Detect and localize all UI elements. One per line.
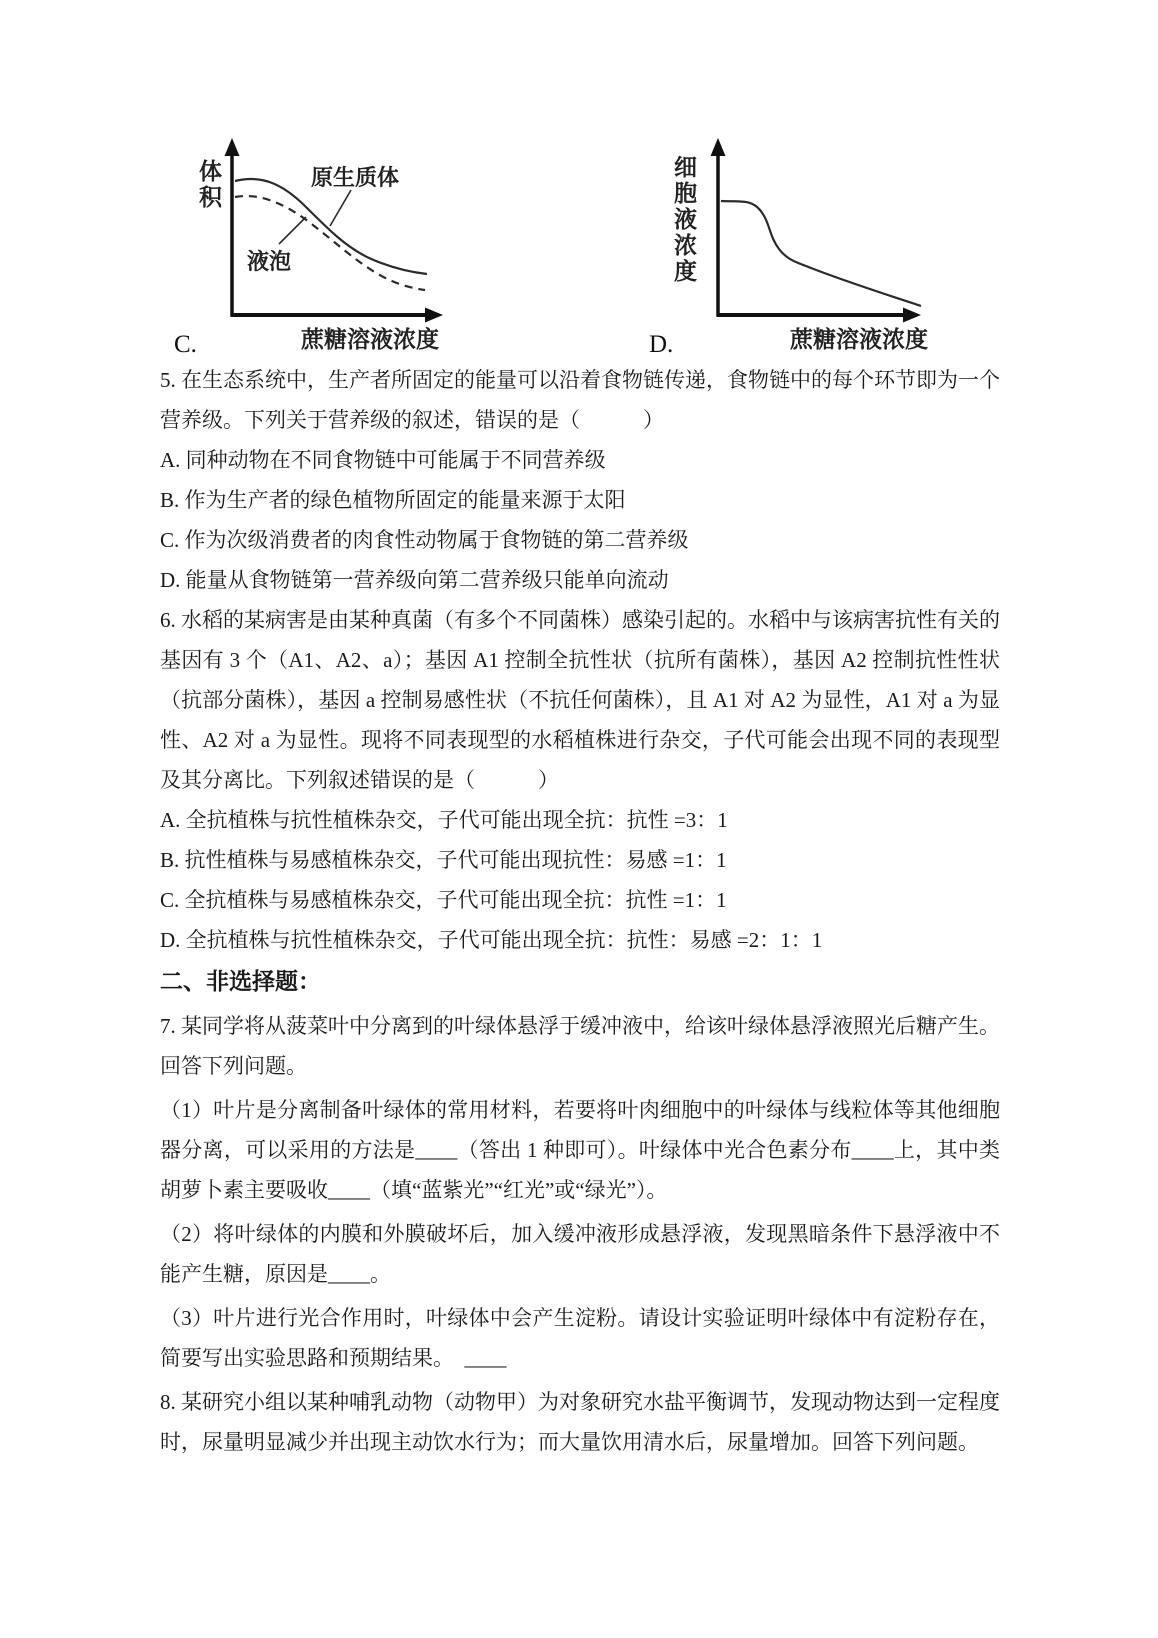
vacuole-callout-line xyxy=(279,217,306,244)
protoplast-curve-label: 原生质体 xyxy=(311,165,400,190)
figure-d-y-axis-label: 细胞液浓度 xyxy=(671,155,696,285)
q5-option-a: A. 同种动物在不同食物链中可能属于不同营养级 xyxy=(160,448,606,472)
question-body xyxy=(160,360,1000,1462)
figure-c-y-axis-label: 体积 xyxy=(196,159,221,211)
figure-d-x-axis-label: 蔗糖溶液浓度 xyxy=(790,327,928,352)
vacuole-curve-label: 液泡 xyxy=(247,249,292,274)
q6-option-b: B. 抗性植株与易感植株杂交，子代可能出现抗性：易感 =1：1 xyxy=(160,848,727,872)
cell-sap-curve xyxy=(721,201,921,306)
q7-stem: 7. 某同学将从菠菜叶中分离到的叶绿体悬浮于缓冲液中，给该叶绿体悬浮液照光后糖产生。回答下列问题。 xyxy=(160,1014,1000,1078)
figure-option-d xyxy=(640,135,940,367)
q6-stem: 6. 水稻的某病害是由某种真菌（有多个不同菌株）感染引起的。水稻中与该病害抗性有关的基因有 3 个（A1、A2、a）；基因 A1 控制全抗性状（抗所有菌株），基因 A2 控制抗性性状（抗部分菌株），基因 a 控制易感性状（不抗任何菌株），且 A1 对 A2 为显性，A1 对 a 为显性、A2 对 a 为显性。现将不同表现型的水稻植株进行杂交，子代可能会出现不同的表现型及其分离比。下列叙述错误的是（ ） xyxy=(160,608,1000,792)
q7-part-3: （3）叶片进行光合作用时，叶绿体中会产生淀粉。请设计实验证明叶绿体中有淀粉存在，简要写出实验思路和预期结果。 ____ xyxy=(160,1306,1000,1370)
d-y-axis-arrow-icon xyxy=(711,138,726,156)
figure-c-x-axis-label: 蔗糖溶液浓度 xyxy=(301,327,439,352)
q7-part-1: （1）叶片是分离制备叶绿体的常用材料，若要将叶肉细胞中的叶绿体与线粒体等其他细胞器分离，可以采用的方法是____（答出 1 种即可）。叶绿体中光合色素分布____上，其中类胡萝卜素主要吸收____（填“蓝紫光”“红光”或“绿光”）。 xyxy=(160,1098,1000,1202)
figure-d-letter: D. xyxy=(649,331,674,358)
protoplast-callout-line xyxy=(330,190,351,226)
q6-option-d: D. 全抗植株与抗性植株杂交，子代可能出现全抗：抗性：易感 =2：1：1 xyxy=(160,928,823,952)
q5-option-d: D. 能量从食物链第一营养级向第二营养级只能单向流动 xyxy=(160,568,669,592)
q8-stem: 8. 某研究小组以某种哺乳动物（动物甲）为对象研究水盐平衡调节，发现动物达到一定程度时，尿量明显减少并出现主动饮水行为；而大量饮用清水后，尿量增加。回答下列问题。 xyxy=(160,1390,1000,1454)
q6-option-a: A. 全抗植株与抗性植株杂交，子代可能出现全抗：抗性 =3：1 xyxy=(160,808,728,832)
q5-stem: 5. 在生态系统中，生产者所固定的能量可以沿着食物链传递，食物链中的每个环节即为一个营养级。下列关于营养级的叙述，错误的是（ ） xyxy=(160,368,1000,432)
section-2-heading: 二、非选择题： xyxy=(160,969,321,994)
figure-c-letter: C. xyxy=(174,331,197,358)
c-y-axis-arrow-icon xyxy=(225,138,240,156)
q6-option-c: C. 全抗植株与易感植株杂交，子代可能出现全抗：抗性 =1：1 xyxy=(160,888,727,912)
q5-option-c: C. 作为次级消费者的肉食性动物属于食物链的第二营养级 xyxy=(160,528,689,552)
q7-part-2: （2）将叶绿体的内膜和外膜破坏后，加入缓冲液形成悬浮液，发现黑暗条件下悬浮液中不能产生糖，原因是____。 xyxy=(160,1222,1000,1286)
q5-option-b: B. 作为生产者的绿色植物所固定的能量来源于太阳 xyxy=(160,488,626,512)
figure-option-c xyxy=(165,135,465,367)
